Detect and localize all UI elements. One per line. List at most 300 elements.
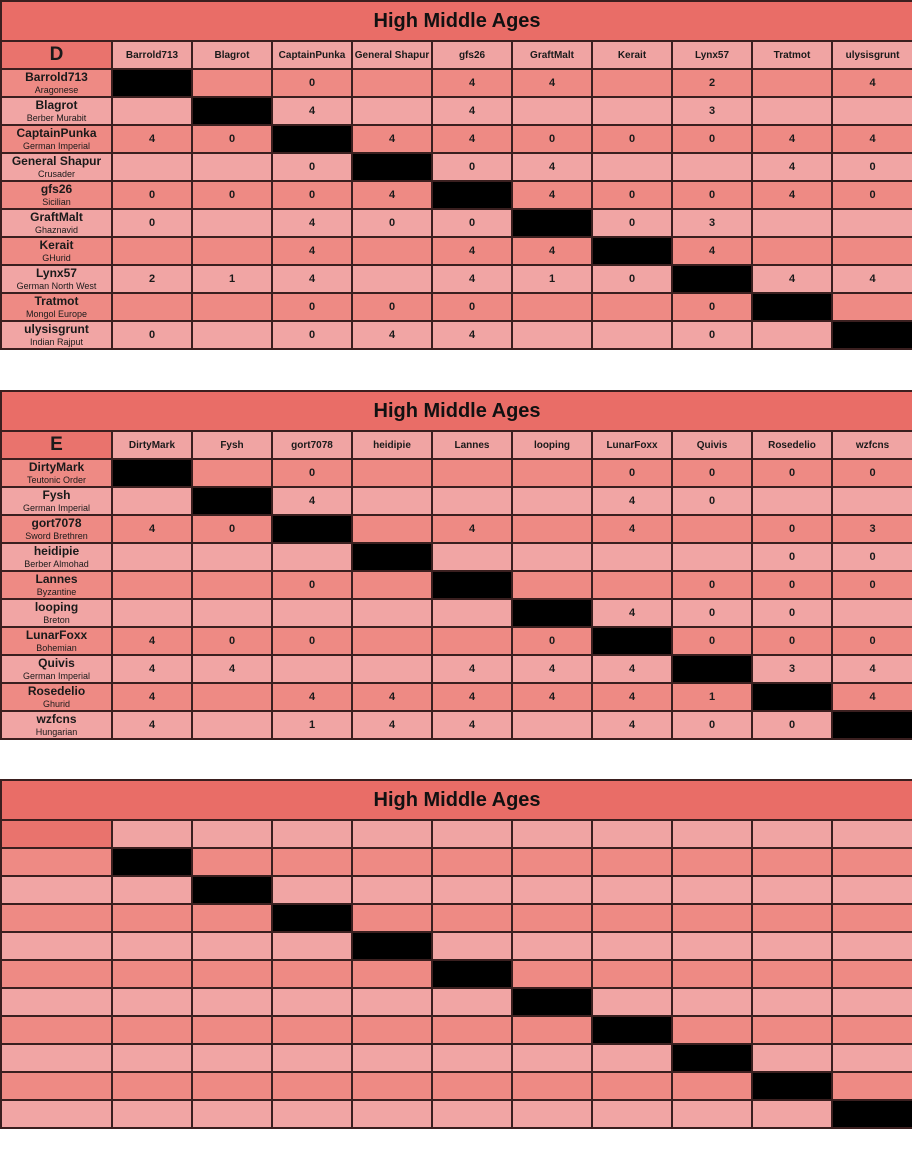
- score-cell: 0: [832, 627, 912, 655]
- player-row: [1, 237, 912, 265]
- player-name-cell: [1, 293, 112, 321]
- score-cell: [752, 487, 832, 515]
- score-cell: 4: [592, 599, 672, 627]
- score-cell: 0: [112, 209, 192, 237]
- score-cell: [192, 153, 272, 181]
- score-cell: [352, 848, 432, 876]
- group-table-d: [0, 0, 912, 350]
- score-cell: [112, 293, 192, 321]
- player-name-cell: [1, 988, 112, 1016]
- score-cell: [432, 627, 512, 655]
- score-cell: 0: [432, 153, 512, 181]
- score-cell: 0: [272, 571, 352, 599]
- column-header: Tratmot: [752, 41, 832, 69]
- score-cell: [432, 876, 512, 904]
- player-civ: Breton: [43, 614, 70, 625]
- score-cell: [752, 209, 832, 237]
- column-header: Quivis: [672, 431, 752, 459]
- player-name: gort7078: [31, 515, 82, 530]
- score-cell: [752, 321, 832, 349]
- score-cell: [192, 711, 272, 739]
- player-row: [1, 515, 912, 543]
- player-row: [1, 1100, 912, 1128]
- score-cell: [752, 932, 832, 960]
- score-cell: 4: [752, 265, 832, 293]
- score-cell: 0: [752, 599, 832, 627]
- score-cell: [192, 459, 272, 487]
- score-cell: 4: [352, 125, 432, 153]
- score-cell: [832, 293, 912, 321]
- player-name-cell: [1, 237, 112, 265]
- score-cell: [192, 237, 272, 265]
- diagonal-cell: [112, 459, 192, 487]
- player-name-cell: [1, 627, 112, 655]
- score-cell: 4: [672, 237, 752, 265]
- score-cell: 0: [832, 543, 912, 571]
- column-header: Lannes: [432, 431, 512, 459]
- score-cell: [352, 599, 432, 627]
- score-cell: 4: [432, 515, 512, 543]
- score-cell: 0: [352, 209, 432, 237]
- score-cell: [112, 876, 192, 904]
- player-row: [1, 153, 912, 181]
- player-row: [1, 932, 912, 960]
- score-cell: [352, 515, 432, 543]
- score-cell: [592, 1072, 672, 1100]
- player-name-cell: [1, 1044, 112, 1072]
- player-name-cell: [1, 69, 112, 97]
- diagonal-cell: [192, 97, 272, 125]
- score-cell: 4: [272, 487, 352, 515]
- score-cell: [512, 459, 592, 487]
- score-cell: 0: [672, 711, 752, 739]
- column-header: [832, 820, 912, 848]
- score-cell: 0: [832, 571, 912, 599]
- score-cell: 1: [512, 265, 592, 293]
- score-cell: [192, 69, 272, 97]
- score-cell: [592, 932, 672, 960]
- score-cell: [592, 571, 672, 599]
- player-name-cell: [1, 125, 112, 153]
- score-cell: [192, 932, 272, 960]
- player-name-cell: [1, 459, 112, 487]
- player-name: Kerait: [39, 237, 74, 252]
- score-cell: [352, 1044, 432, 1072]
- score-cell: [352, 571, 432, 599]
- player-name: Quivis: [38, 655, 75, 670]
- score-cell: [512, 876, 592, 904]
- player-civ: Aragonese: [34, 84, 79, 95]
- diagonal-cell: [672, 655, 752, 683]
- player-name: DirtyMark: [28, 459, 85, 474]
- score-cell: 4: [832, 69, 912, 97]
- score-cell: 1: [672, 683, 752, 711]
- score-cell: 2: [672, 69, 752, 97]
- score-cell: 4: [272, 683, 352, 711]
- score-cell: 4: [432, 237, 512, 265]
- score-cell: 4: [512, 181, 592, 209]
- score-cell: 4: [352, 683, 432, 711]
- diagonal-cell: [352, 153, 432, 181]
- score-cell: [352, 1072, 432, 1100]
- column-header: [752, 820, 832, 848]
- player-civ: German Imperial: [22, 502, 91, 513]
- player-row: [1, 69, 912, 97]
- player-name-cell: [1, 904, 112, 932]
- diagonal-cell: [592, 237, 672, 265]
- score-cell: 4: [512, 153, 592, 181]
- score-cell: 0: [672, 125, 752, 153]
- player-name-cell: [1, 960, 112, 988]
- score-cell: [352, 487, 432, 515]
- diagonal-cell: [432, 571, 512, 599]
- player-name: Tratmot: [34, 293, 79, 308]
- group-table-empty: [0, 779, 912, 1129]
- player-civ: Berber Almohad: [24, 558, 89, 569]
- column-header: Blagrot: [192, 41, 272, 69]
- score-cell: [112, 1044, 192, 1072]
- player-civ: GHurid: [42, 252, 71, 263]
- score-cell: 0: [592, 209, 672, 237]
- player-civ: Ghaznavid: [34, 224, 79, 235]
- player-row: [1, 1072, 912, 1100]
- score-cell: [272, 1016, 352, 1044]
- score-cell: [352, 265, 432, 293]
- score-cell: 4: [352, 711, 432, 739]
- player-name: General Shapur: [11, 153, 102, 168]
- player-row: [1, 599, 912, 627]
- column-header: Fysh: [192, 431, 272, 459]
- score-cell: [672, 543, 752, 571]
- score-cell: [112, 543, 192, 571]
- player-name-cell: [1, 1100, 112, 1128]
- diagonal-cell: [832, 1100, 912, 1128]
- score-cell: 0: [512, 627, 592, 655]
- column-header: [352, 820, 432, 848]
- score-cell: [432, 1016, 512, 1044]
- score-cell: 0: [592, 125, 672, 153]
- column-header: Barrold713: [112, 41, 192, 69]
- player-name-cell: [1, 97, 112, 125]
- player-row: [1, 627, 912, 655]
- score-cell: [832, 960, 912, 988]
- diagonal-cell: [672, 1044, 752, 1072]
- score-cell: [112, 97, 192, 125]
- column-header: LunarFoxx: [592, 431, 672, 459]
- score-cell: 0: [752, 515, 832, 543]
- score-cell: 4: [272, 209, 352, 237]
- score-cell: 0: [272, 293, 352, 321]
- score-cell: [352, 237, 432, 265]
- score-cell: [112, 599, 192, 627]
- score-cell: 3: [672, 97, 752, 125]
- player-civ: Ghurid: [42, 698, 70, 709]
- score-cell: [192, 683, 272, 711]
- score-cell: [352, 459, 432, 487]
- score-cell: [512, 711, 592, 739]
- score-cell: 0: [512, 125, 592, 153]
- player-name: Blagrot: [35, 97, 78, 112]
- score-cell: [192, 321, 272, 349]
- player-name: LunarFoxx: [25, 627, 88, 642]
- player-row: [1, 960, 912, 988]
- score-cell: [592, 1044, 672, 1072]
- score-cell: [672, 960, 752, 988]
- player-name-cell: [1, 932, 112, 960]
- player-row: [1, 904, 912, 932]
- score-cell: 2: [112, 265, 192, 293]
- score-cell: 4: [432, 683, 512, 711]
- score-cell: 4: [592, 683, 672, 711]
- score-cell: 0: [112, 181, 192, 209]
- score-cell: [592, 1100, 672, 1128]
- diagonal-cell: [272, 125, 352, 153]
- score-cell: [352, 876, 432, 904]
- player-name: Lynx57: [36, 265, 77, 280]
- column-header: gfs26: [432, 41, 512, 69]
- score-cell: 4: [432, 125, 512, 153]
- score-cell: 0: [752, 571, 832, 599]
- column-header: wzfcns: [832, 431, 912, 459]
- score-cell: [512, 293, 592, 321]
- score-cell: [832, 599, 912, 627]
- score-cell: [352, 1016, 432, 1044]
- player-civ: Sword Brethren: [25, 530, 88, 541]
- score-cell: 0: [672, 293, 752, 321]
- column-header: [112, 820, 192, 848]
- score-cell: 4: [752, 153, 832, 181]
- score-cell: [192, 1072, 272, 1100]
- player-name: gfs26: [40, 181, 73, 196]
- group-title-row: [1, 780, 912, 820]
- player-row: [1, 543, 912, 571]
- player-name-cell: [1, 487, 112, 515]
- score-cell: [832, 97, 912, 125]
- group-title: High Middle Ages: [1, 780, 912, 820]
- player-civ: Crusader: [37, 168, 75, 179]
- score-cell: [512, 1100, 592, 1128]
- diagonal-cell: [832, 711, 912, 739]
- score-cell: 0: [672, 571, 752, 599]
- score-cell: 0: [832, 459, 912, 487]
- score-cell: 4: [112, 627, 192, 655]
- score-cell: [432, 848, 512, 876]
- score-cell: [592, 293, 672, 321]
- score-cell: 0: [272, 153, 352, 181]
- score-cell: 4: [832, 265, 912, 293]
- score-cell: 4: [432, 321, 512, 349]
- score-cell: 4: [592, 711, 672, 739]
- score-cell: 4: [512, 69, 592, 97]
- group-label: E: [1, 431, 112, 459]
- score-cell: [272, 1100, 352, 1128]
- group-title-row: [1, 391, 912, 431]
- player-row: [1, 711, 912, 739]
- column-header: ulysisgrunt: [832, 41, 912, 69]
- player-civ: Hungarian: [35, 726, 78, 737]
- score-cell: [832, 904, 912, 932]
- score-cell: [432, 1072, 512, 1100]
- score-cell: [832, 876, 912, 904]
- score-cell: 4: [752, 125, 832, 153]
- score-cell: [752, 1016, 832, 1044]
- score-cell: [672, 932, 752, 960]
- player-name-cell: [1, 321, 112, 349]
- column-header: Rosedelio: [752, 431, 832, 459]
- score-cell: 3: [752, 655, 832, 683]
- score-cell: [832, 487, 912, 515]
- player-row: [1, 571, 912, 599]
- diagonal-cell: [672, 265, 752, 293]
- score-cell: 4: [832, 125, 912, 153]
- score-cell: 0: [272, 69, 352, 97]
- score-cell: [752, 960, 832, 988]
- player-row: [1, 459, 912, 487]
- player-name-cell: [1, 683, 112, 711]
- column-header: GraftMalt: [512, 41, 592, 69]
- score-cell: 4: [352, 321, 432, 349]
- player-civ: Teutonic Order: [26, 474, 87, 485]
- column-header: CaptainPunka: [272, 41, 352, 69]
- score-cell: [112, 571, 192, 599]
- score-cell: [592, 69, 672, 97]
- score-cell: [272, 848, 352, 876]
- diagonal-cell: [752, 293, 832, 321]
- score-cell: 4: [112, 655, 192, 683]
- player-row: [1, 683, 912, 711]
- player-civ: Bohemian: [36, 642, 77, 653]
- player-name-cell: [1, 1016, 112, 1044]
- score-cell: [112, 237, 192, 265]
- score-cell: 4: [112, 711, 192, 739]
- score-cell: 0: [432, 293, 512, 321]
- score-cell: 4: [432, 655, 512, 683]
- score-cell: [432, 932, 512, 960]
- player-row: [1, 97, 912, 125]
- score-cell: 4: [432, 97, 512, 125]
- score-cell: 1: [192, 265, 272, 293]
- player-name: Fysh: [42, 487, 71, 502]
- player-name-cell: [1, 209, 112, 237]
- score-cell: [192, 904, 272, 932]
- player-row: [1, 1044, 912, 1072]
- column-header: Kerait: [592, 41, 672, 69]
- score-cell: [272, 932, 352, 960]
- player-name-cell: [1, 153, 112, 181]
- score-cell: [832, 988, 912, 1016]
- score-cell: [272, 599, 352, 627]
- score-cell: [752, 988, 832, 1016]
- column-header: [192, 820, 272, 848]
- column-header-row: [1, 431, 912, 459]
- score-cell: 4: [112, 125, 192, 153]
- player-civ: Berber Murabit: [26, 112, 87, 123]
- column-header: DirtyMark: [112, 431, 192, 459]
- score-cell: [192, 960, 272, 988]
- player-name-cell: [1, 265, 112, 293]
- score-cell: 4: [832, 683, 912, 711]
- player-name-cell: [1, 1072, 112, 1100]
- score-cell: [192, 543, 272, 571]
- player-row: [1, 265, 912, 293]
- score-cell: [352, 904, 432, 932]
- score-cell: [192, 209, 272, 237]
- score-cell: [592, 848, 672, 876]
- column-header: [272, 820, 352, 848]
- column-header: General Shapur: [352, 41, 432, 69]
- score-cell: 0: [272, 321, 352, 349]
- player-name-cell: [1, 848, 112, 876]
- score-cell: 0: [112, 321, 192, 349]
- score-cell: 0: [192, 125, 272, 153]
- score-cell: 0: [752, 627, 832, 655]
- player-civ: German Imperial: [22, 670, 91, 681]
- score-cell: 0: [272, 627, 352, 655]
- player-name-cell: [1, 571, 112, 599]
- score-cell: [272, 876, 352, 904]
- score-cell: 4: [112, 683, 192, 711]
- player-name: heidipie: [33, 543, 80, 558]
- score-cell: 0: [352, 293, 432, 321]
- score-cell: [352, 655, 432, 683]
- player-row: [1, 487, 912, 515]
- score-cell: 0: [672, 321, 752, 349]
- player-row: [1, 125, 912, 153]
- player-row: [1, 988, 912, 1016]
- player-name: Lannes: [35, 571, 78, 586]
- score-cell: [592, 543, 672, 571]
- score-cell: [112, 988, 192, 1016]
- player-civ: Sicilian: [42, 196, 71, 207]
- score-cell: [752, 876, 832, 904]
- player-name: looping: [34, 599, 79, 614]
- score-cell: [272, 655, 352, 683]
- score-cell: [272, 1072, 352, 1100]
- score-cell: [192, 1016, 272, 1044]
- score-cell: 0: [672, 627, 752, 655]
- score-cell: [432, 988, 512, 1016]
- score-cell: 3: [832, 515, 912, 543]
- column-header-row: [1, 820, 912, 848]
- score-cell: 4: [192, 655, 272, 683]
- score-cell: [112, 1100, 192, 1128]
- score-cell: [592, 153, 672, 181]
- score-cell: [272, 1044, 352, 1072]
- score-cell: 4: [512, 683, 592, 711]
- score-cell: [432, 543, 512, 571]
- score-cell: 0: [832, 181, 912, 209]
- score-cell: 4: [272, 97, 352, 125]
- score-cell: [192, 571, 272, 599]
- player-row: [1, 321, 912, 349]
- score-cell: [752, 97, 832, 125]
- score-cell: [832, 209, 912, 237]
- score-cell: [512, 515, 592, 543]
- score-cell: [512, 960, 592, 988]
- score-cell: 0: [592, 181, 672, 209]
- score-cell: 4: [592, 655, 672, 683]
- score-cell: [192, 848, 272, 876]
- player-name-cell: [1, 599, 112, 627]
- score-cell: [352, 1100, 432, 1128]
- player-name: wzfcns: [36, 711, 77, 726]
- player-name-cell: [1, 515, 112, 543]
- player-civ: German Imperial: [22, 140, 91, 151]
- score-cell: [112, 1016, 192, 1044]
- score-cell: 0: [592, 459, 672, 487]
- score-cell: [432, 904, 512, 932]
- score-cell: 4: [432, 265, 512, 293]
